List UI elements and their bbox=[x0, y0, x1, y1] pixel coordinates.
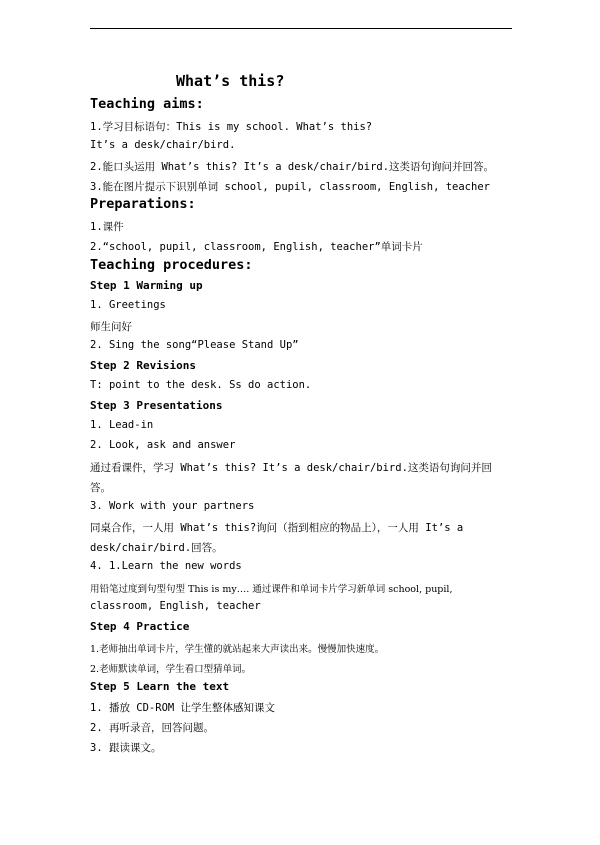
step1-line-1: 1. Greetings bbox=[90, 299, 166, 311]
step3-line-2: 2. Look, ask and answer bbox=[90, 439, 236, 451]
step4-line-1: 1.老师抽出单词卡片，学生懂的就站起来大声读出来。慢慢加快速度。 bbox=[90, 644, 385, 655]
step1-line-3: 2. Sing the song“Please Stand Up” bbox=[90, 339, 299, 351]
step1-title: Step 1 Warming up bbox=[90, 279, 203, 292]
teaching-aims-heading: Teaching aims: bbox=[90, 96, 204, 112]
preparations-line-1: 1.课件 bbox=[90, 221, 124, 233]
step3-line-7: desk/chair/bird.回答。 bbox=[90, 542, 223, 554]
page-title: What’s this? bbox=[176, 72, 285, 90]
step3-line-1: 1. Lead-in bbox=[90, 419, 154, 431]
step3-line-3: 通过看课件，学习 What’s this? It’s a desk/chair/bird.这类语句询问并回 bbox=[90, 462, 492, 474]
step4-line-2: 2.老师默读单词，学生看口型猜单词。 bbox=[90, 664, 252, 675]
step3-line-5: 3. Work with your partners bbox=[90, 500, 255, 512]
step3-line-8: 4. 1.Learn the new words bbox=[90, 560, 242, 572]
step5-line-3: 3. 跟读课文。 bbox=[90, 742, 162, 754]
step5-line-2: 2. 再听录音，回答问题。 bbox=[90, 722, 214, 734]
step3-line-4: 答。 bbox=[90, 482, 111, 494]
step3-title: Step 3 Presentations bbox=[90, 399, 223, 412]
step3-line-9: 用铅笔过度到句型句型 This is my…. 通过课件和单词卡片学习新单词 school, pupil, bbox=[90, 584, 453, 595]
aims-line-3: 2.能口头运用 What’s this? It’s a desk/chair/bird.这类语句询问并回答。 bbox=[90, 161, 495, 173]
step2-line-1: T: point to the desk. Ss do action. bbox=[90, 379, 312, 391]
header-rule bbox=[90, 28, 512, 29]
aims-line-2: It’s a desk/chair/bird. bbox=[90, 139, 236, 151]
preparations-line-2: 2.“school, pupil, classroom, English, teacher”单词卡片 bbox=[90, 241, 423, 253]
aims-line-1: 1.学习目标语句：This is my school. What’s this? bbox=[90, 121, 373, 133]
step5-title: Step 5 Learn the text bbox=[90, 680, 230, 693]
step4-title: Step 4 Practice bbox=[90, 620, 190, 633]
step5-line-1: 1. 播放 CD-ROM 让学生整体感知课文 bbox=[90, 702, 276, 714]
procedures-heading: Teaching procedures: bbox=[90, 257, 253, 273]
aims-line-4: 3.能在图片提示下识别单词 school, pupil, classroom, English, teacher bbox=[90, 181, 490, 193]
step1-line-2: 师生问好 bbox=[90, 321, 132, 333]
preparations-heading: Preparations: bbox=[90, 196, 196, 212]
step3-line-6: 同桌合作，一人用 What’s this?询问（指到相应的物品上），一人用 It’s a bbox=[90, 522, 464, 534]
step2-title: Step 2 Revisions bbox=[90, 359, 196, 372]
step3-line-10: classroom, English, teacher bbox=[90, 600, 261, 612]
